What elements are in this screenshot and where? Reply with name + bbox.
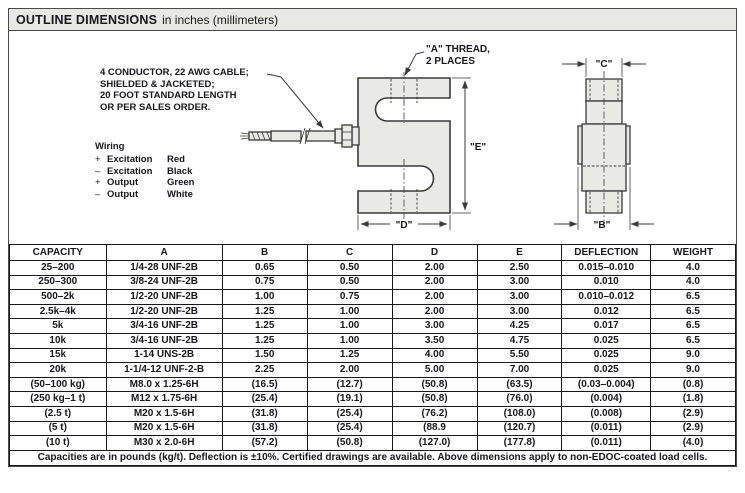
table-cell: M20 x 1.5-6H xyxy=(106,406,222,421)
table-row xyxy=(10,290,736,305)
table-cell: 3.00 xyxy=(477,275,562,290)
table-row xyxy=(10,333,736,348)
table-cell: 2.25 xyxy=(222,363,307,378)
table-cell: 9.0 xyxy=(651,348,736,363)
wiring-name: Excitation xyxy=(107,165,153,177)
table-cell: (0.004) xyxy=(562,392,651,407)
table-cell: (0.008) xyxy=(562,406,651,421)
table-cell: 1.00 xyxy=(307,319,392,334)
dim-d-label: "D" xyxy=(395,220,413,231)
table-cell: 3/4-16 UNF-2B xyxy=(106,319,222,334)
table-cell: 1.25 xyxy=(307,348,392,363)
table-cell: 4.25 xyxy=(477,319,562,334)
table-cell: 1.25 xyxy=(222,304,307,319)
wiring-row xyxy=(95,154,194,166)
page-title: OUTLINE DIMENSIONS xyxy=(16,12,158,27)
table-cell: (19.1) xyxy=(307,392,392,407)
table-cell: 0.025 xyxy=(562,333,651,348)
table-row xyxy=(10,377,736,392)
table-cell: 6.5 xyxy=(651,290,736,305)
table-body xyxy=(10,261,736,451)
table-cell: (76.2) xyxy=(392,406,477,421)
table-cell: 2.00 xyxy=(307,363,392,378)
table-cell: 5.50 xyxy=(477,348,562,363)
side-view xyxy=(578,71,630,221)
table-cell: (2.5 t) xyxy=(10,406,107,421)
column-header: D xyxy=(392,245,477,261)
table-cell: 0.025 xyxy=(562,363,651,378)
table-cell: 5k xyxy=(10,319,107,334)
table-cell: 3.00 xyxy=(477,304,562,319)
wiring-sign: – xyxy=(95,188,101,200)
table-cell: 1/2-20 UNF-2B xyxy=(106,290,222,305)
table-cell: (12.7) xyxy=(307,377,392,392)
table-cell: (2.9) xyxy=(651,406,736,421)
table-row xyxy=(10,392,736,407)
wiring-sign: – xyxy=(95,165,101,177)
outline-drawing xyxy=(9,31,736,244)
table-row xyxy=(10,319,736,334)
table-cell: 1.25 xyxy=(222,333,307,348)
table-cell: 0.012 xyxy=(562,304,651,319)
cable-note-line: 4 CONDUCTOR, 22 AWG CABLE; xyxy=(100,67,249,78)
table-cell: 6.5 xyxy=(651,304,736,319)
table-cell: 3.00 xyxy=(392,319,477,334)
table-cell: (25.4) xyxy=(307,406,392,421)
table-cell: 6.5 xyxy=(651,333,736,348)
table-cell: 1.00 xyxy=(222,290,307,305)
table-cell: 3.50 xyxy=(392,333,477,348)
table-cell: 10k xyxy=(10,333,107,348)
cable-note xyxy=(100,67,249,113)
table-cell: (50.8) xyxy=(392,392,477,407)
table-cell: 0.017 xyxy=(562,319,651,334)
table-cell: M20 x 1.5-6H xyxy=(106,421,222,436)
table-cell: 2.00 xyxy=(392,290,477,305)
table-cell: 1.00 xyxy=(307,304,392,319)
table-cell: 2.5k–4k xyxy=(10,304,107,319)
dim-b-label: "B" xyxy=(593,220,611,231)
table-cell: 4.0 xyxy=(651,275,736,290)
column-header: B xyxy=(222,245,307,261)
table-cell: 6.5 xyxy=(651,319,736,334)
table-cell: (120.7) xyxy=(477,421,562,436)
table-cell: 4.0 xyxy=(651,261,736,276)
wiring-name: Output xyxy=(107,177,139,189)
table-cell: 2.00 xyxy=(392,261,477,276)
table-cell: 0.50 xyxy=(307,261,392,276)
load-cell-drawing xyxy=(9,31,736,244)
table-row xyxy=(10,436,736,451)
table-row xyxy=(10,348,736,363)
table-cell: 0.010–0.012 xyxy=(562,290,651,305)
table-footnote: Capacities are in pounds (kg/t). Deflection is ±10%. Certified drawings are available. Above dimensions apply to non-EDOC-coated load cells. xyxy=(10,450,736,465)
dim-e-label: "E" xyxy=(470,142,487,153)
table-cell: 0.010 xyxy=(562,275,651,290)
table-cell: (5 t) xyxy=(10,421,107,436)
table-cell: 0.50 xyxy=(307,275,392,290)
table-cell: (1.8) xyxy=(651,392,736,407)
section-header xyxy=(9,9,736,31)
table-cell: 0.75 xyxy=(222,275,307,290)
table-row xyxy=(10,363,736,378)
table-cell: 250–300 xyxy=(10,275,107,290)
table-cell: 7.00 xyxy=(477,363,562,378)
table-row xyxy=(10,275,736,290)
table-row xyxy=(10,304,736,319)
table-cell: (2.9) xyxy=(651,421,736,436)
table-cell: 3.00 xyxy=(477,290,562,305)
table-cell: 3/4-16 UNF-2B xyxy=(106,333,222,348)
page-subtitle: in inches (millimeters) xyxy=(162,12,279,27)
cable-note-line: 20 FOOT STANDARD LENGTH xyxy=(100,90,237,101)
wiring-color: White xyxy=(167,188,193,200)
table-cell: 25–200 xyxy=(10,261,107,276)
cable-note-line: OR PER SALES ORDER. xyxy=(100,101,211,113)
table-cell: (25.4) xyxy=(222,392,307,407)
column-header: E xyxy=(477,245,562,261)
dim-c-label: "C" xyxy=(595,59,613,70)
table-cell: (25.4) xyxy=(307,421,392,436)
wiring-name: Excitation xyxy=(107,154,153,165)
table-cell: (63.5) xyxy=(477,377,562,392)
table-cell: 1-14 UNS-2B xyxy=(106,348,222,363)
dimensions-table xyxy=(9,244,736,466)
table-cell: (88.9 xyxy=(392,421,477,436)
table-row xyxy=(10,406,736,421)
table-cell: (0.8) xyxy=(651,377,736,392)
wiring-row xyxy=(95,189,194,201)
table-cell: 3/8-24 UNF-2B xyxy=(106,275,222,290)
table-cell: (10 t) xyxy=(10,436,107,451)
table-cell: 2.50 xyxy=(477,261,562,276)
cable-note-line: SHIELDED & JACKETED; xyxy=(100,78,215,90)
table-cell: 9.0 xyxy=(651,363,736,378)
column-header: CAPACITY xyxy=(10,245,107,261)
table-cell: (50–100 kg) xyxy=(10,377,107,392)
table-cell: (0.011) xyxy=(562,436,651,451)
table-row xyxy=(10,261,736,276)
wiring-name: Output xyxy=(107,188,139,200)
wiring-color: Red xyxy=(167,154,185,165)
table-cell: 500–2k xyxy=(10,290,107,305)
wiring-title: Wiring xyxy=(95,141,125,152)
table-cell: (177.8) xyxy=(477,436,562,451)
table-cell: 4.75 xyxy=(477,333,562,348)
wiring-legend xyxy=(95,141,194,200)
table-cell: 1.00 xyxy=(307,333,392,348)
table-cell: 1-1/4-12 UNF-2-B xyxy=(106,363,222,378)
table-cell: 1/2-20 UNF-2B xyxy=(106,304,222,319)
column-header: WEIGHT xyxy=(651,245,736,261)
table-cell: (127.0) xyxy=(392,436,477,451)
table-cell: 4.00 xyxy=(392,348,477,363)
table-cell: (31.8) xyxy=(222,406,307,421)
table-cell: 0.025 xyxy=(562,348,651,363)
table-header-row xyxy=(10,245,736,261)
table-cell: M12 x 1.75-6H xyxy=(106,392,222,407)
table-cell: M30 x 2.0-6H xyxy=(106,436,222,451)
wiring-sign: + xyxy=(95,177,101,189)
dimension-e xyxy=(452,78,486,213)
table-row xyxy=(10,421,736,436)
table-cell: 1/4-28 UNF-2B xyxy=(106,261,222,276)
table-cell: 1.50 xyxy=(222,348,307,363)
table-cell: 5.00 xyxy=(392,363,477,378)
table-cell: (0.011) xyxy=(562,421,651,436)
wiring-color: Green xyxy=(167,177,195,189)
column-header: DEFLECTION xyxy=(562,245,651,261)
table-cell: 0.015–0.010 xyxy=(562,261,651,276)
table-cell: (108.0) xyxy=(477,406,562,421)
table-cell: 15k xyxy=(10,348,107,363)
wiring-sign: + xyxy=(95,154,101,165)
table-cell: 2.00 xyxy=(392,304,477,319)
table-cell: 1.25 xyxy=(222,319,307,334)
table-cell: 2.00 xyxy=(392,275,477,290)
wiring-color: Black xyxy=(167,165,193,177)
a-thread-callout xyxy=(426,44,490,68)
table-cell: (16.5) xyxy=(222,377,307,392)
column-header: C xyxy=(307,245,392,261)
table-footer-row xyxy=(10,450,736,465)
table-cell: (4.0) xyxy=(651,436,736,451)
column-header: A xyxy=(106,245,222,261)
wiring-row xyxy=(95,177,194,189)
table-cell: (250 kg–1 t) xyxy=(10,392,107,407)
datasheet-panel xyxy=(8,8,737,467)
table-cell: 20k xyxy=(10,363,107,378)
table-cell: M8.0 x 1.25-6H xyxy=(106,377,222,392)
table-cell: (50.8) xyxy=(392,377,477,392)
table-cell: (0.03–0.004) xyxy=(562,377,651,392)
a-thread-line2: 2 PLACES xyxy=(426,56,475,67)
table-cell: (31.8) xyxy=(222,421,307,436)
table-cell: (50.8) xyxy=(307,436,392,451)
a-thread-line1: "A" THREAD, xyxy=(426,44,490,55)
table-cell: (57.2) xyxy=(222,436,307,451)
table-cell: (76.0) xyxy=(477,392,562,407)
table-cell: 0.65 xyxy=(222,261,307,276)
cable-assembly xyxy=(240,125,359,147)
wiring-row xyxy=(95,166,194,178)
front-view xyxy=(358,72,450,219)
table-cell: 0.75 xyxy=(307,290,392,305)
